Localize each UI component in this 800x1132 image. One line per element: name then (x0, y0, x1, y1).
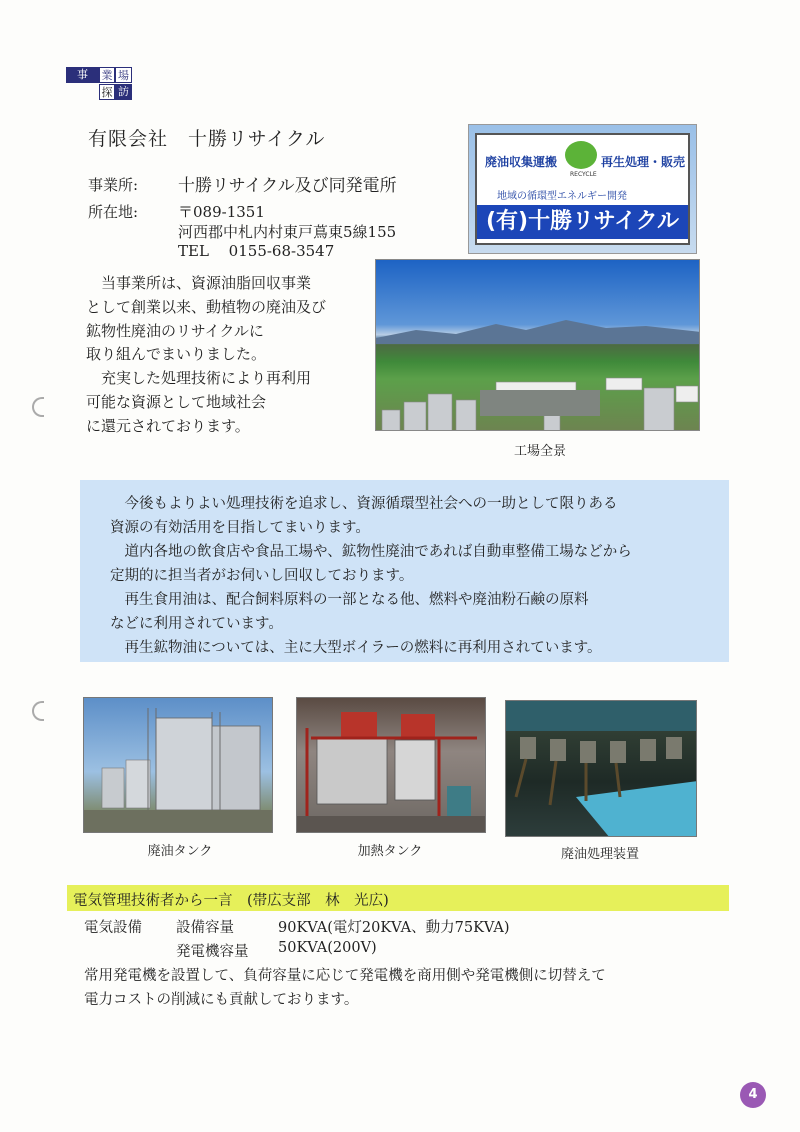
heating-scene (297, 698, 486, 833)
capacity-value: 90KVA(電灯20KVA、動力75KVA) (278, 920, 510, 936)
capacity-label: 設備容量 (176, 920, 234, 936)
description-line: 再生食用油は、配合飼料原料の一部となる他、燃料や廃油粉石鹸の原料 (110, 592, 589, 608)
equipment-scene (506, 701, 697, 837)
office-label: 事業所: (88, 176, 139, 194)
punch-hole (32, 701, 44, 721)
address: 河西郡中札内村東戸蔦東5線155 (178, 223, 397, 241)
telephone: TEL 0155-68-3547 (178, 242, 335, 260)
generator-value: 50KVA(200V) (278, 940, 377, 956)
sign-slogan: 地域の循環型エネルギー開発 (497, 191, 627, 202)
badge-char: 事 (66, 67, 99, 83)
photo-caption: 廃油処理装置 (560, 847, 639, 862)
comment-title: 電気管理技術者から一言 (帯広支部 林 光広) (73, 893, 389, 909)
intro-line: 可能な資源として地域社会 (86, 392, 267, 411)
description-line: などに利用されています。 (110, 616, 283, 632)
intro-line: 取り組んでまいりました。 (86, 345, 267, 364)
frog-label: RECYCLE (570, 171, 597, 178)
postal-code: 〒089-1351 (178, 203, 265, 221)
badge-char: 業 (99, 67, 115, 83)
description-line: 道内各地の飲食店や食品工場や、鉱物性廃油であれば自動車整備工場などから (110, 544, 632, 560)
sign-banner: (有)十勝リサイクル (477, 205, 688, 239)
punch-hole (32, 397, 44, 417)
comment-line: 電力コストの削減にも貢献しております。 (84, 992, 359, 1008)
oil-processing-equipment-photo (505, 700, 697, 837)
generator-label: 発電機容量 (176, 944, 249, 960)
plant-scene (376, 260, 700, 431)
photo-caption: 加熱タンク (357, 844, 423, 859)
description-line: 再生鉱物油については、主に大型ボイラーの燃料に再利用されています。 (110, 640, 602, 656)
badge-char: 探 (99, 84, 115, 100)
page-number: 4 (740, 1082, 766, 1108)
comment-header (67, 885, 729, 911)
intro-line: に還元されております。 (86, 416, 250, 435)
company-name: 有限会社 十勝リサイクル (88, 128, 326, 150)
photo-caption: 廃油タンク (147, 844, 213, 859)
section-badge (66, 67, 132, 101)
frog-mascot-icon (565, 141, 597, 169)
badge-char: 訪 (115, 84, 132, 100)
plant-overview-photo (375, 259, 700, 431)
business-description-box (80, 480, 729, 662)
address-label: 所在地: (88, 203, 139, 221)
intro-line: 当事業所は、資源油脂回収事業 (86, 274, 312, 292)
intro-text (86, 272, 326, 439)
equipment-label: 電気設備 (84, 920, 142, 936)
intro-line: として創業以来、動植物の廃油及び (86, 297, 327, 316)
waste-oil-tank-photo (83, 697, 273, 833)
sign-left-text: 廃油収集運搬 (485, 155, 558, 169)
description-line: 定期的に担当者がお伺いし回収しております。 (110, 568, 414, 584)
office-value: 十勝リサイクル及び同発電所 (178, 176, 397, 196)
intro-line: 鉱物性廃油のリサイクルに (86, 321, 264, 340)
comment-line: 常用発電機を設置して、負荷容量に応じて発電機を商用側や発電機側に切替えて (84, 968, 606, 984)
sign-right-text: 再生処理・販売 (601, 155, 686, 169)
plant-caption: 工場全景 (513, 444, 566, 459)
description-line: 今後もよりよい処理技術を追求し、資源循環型社会への一助として限りある (110, 496, 618, 512)
heating-tank-photo (296, 697, 486, 833)
description-line: 資源の有効活用を目指してまいります。 (110, 520, 370, 536)
badge-char: 場 (115, 67, 132, 83)
tank-scene (84, 698, 273, 833)
signboard-photo (468, 124, 697, 254)
intro-line: 充実した処理技術により再利用 (86, 369, 312, 388)
